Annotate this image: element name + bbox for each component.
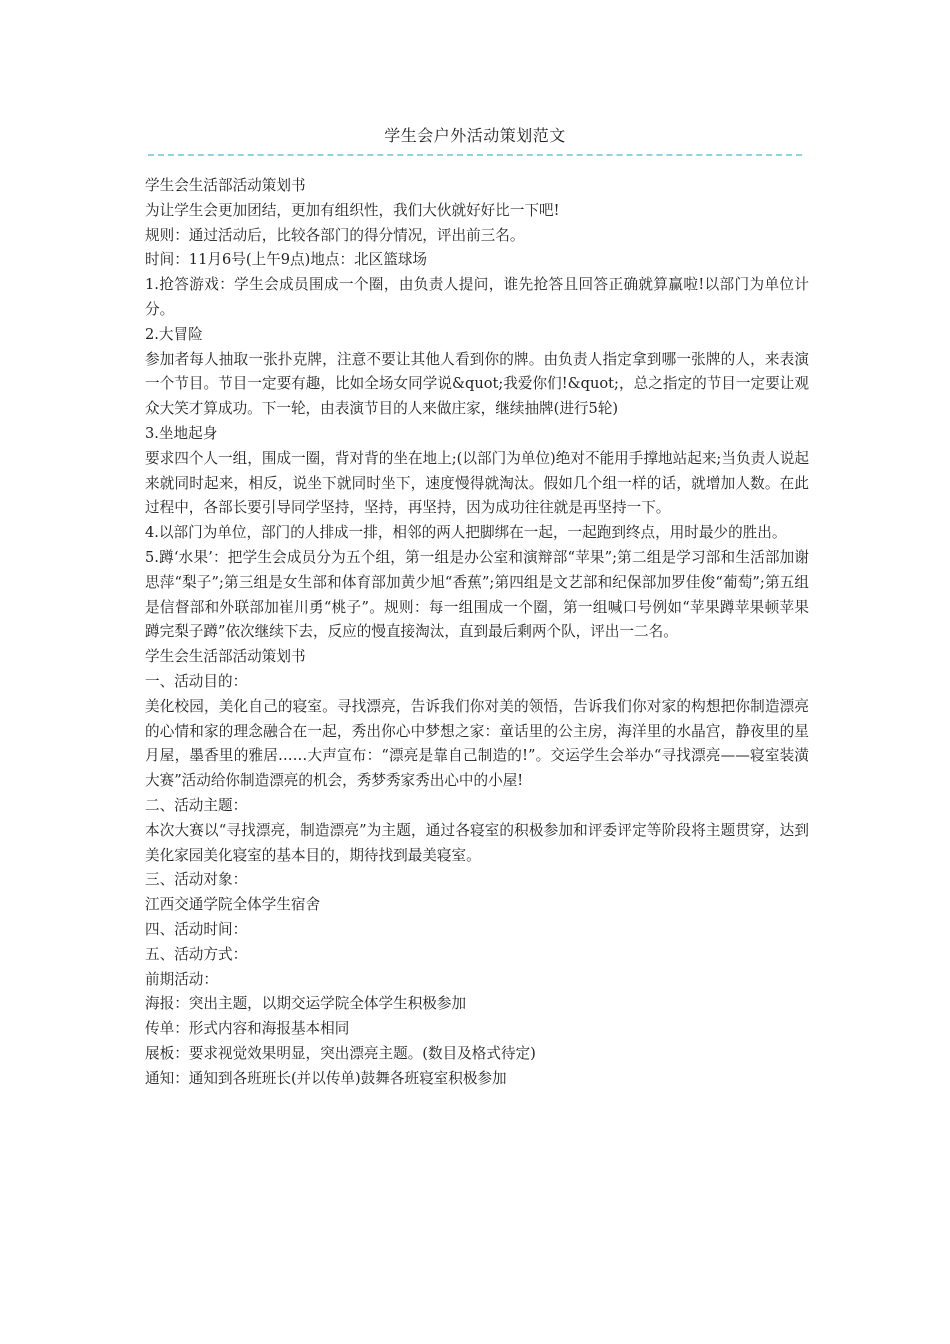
document-body xyxy=(145,174,809,1091)
paragraph: 3.坐地起身 xyxy=(145,424,218,442)
paragraph: 通知：通知到各班班长(并以传单)鼓舞各班寝室积极参加 xyxy=(145,1069,507,1087)
title-divider xyxy=(148,154,802,156)
paragraph: 学生会生活部活动策划书 xyxy=(145,648,306,666)
paragraph: 展板：要求视觉效果明显，突出漂亮主题。(数目及格式待定) xyxy=(145,1044,536,1062)
paragraph: 为让学生会更加团结，更加有组织性，我们大伙就好好比一下吧! xyxy=(145,201,560,219)
paragraph: 四、活动时间： xyxy=(145,920,248,938)
paragraph: 5.蹲‘水果’：把学生会成员分为五个组，第一组是办公室和演辩部“苹果”;第二组是学习部和生活部加谢思萍“梨子”;第三组是女生部和体育部加黄少旭“香蕉”;第四组是文艺部和纪保部加罗佳俊“葡萄”;第五组是信督部和外联部加崔川勇“桃子”。规则：每一组围成一个圈，第一组喊口号例如“苹果蹲苹果顿苹果蹲完梨子蹲”依次继续下去，反应的慢直接淘汰，直到最后剩两个队，评出一二名。 xyxy=(145,548,809,641)
paragraph: 江西交通学院全体学生宿舍 xyxy=(145,896,321,914)
paragraph: 三、活动对象： xyxy=(145,871,248,889)
paragraph: 五、活动方式： xyxy=(145,945,248,963)
paragraph: 2.大冒险 xyxy=(145,325,203,343)
paragraph: 一、活动目的： xyxy=(145,672,248,690)
paragraph: 学生会生活部活动策划书 xyxy=(145,177,306,194)
paragraph: 传单：形式内容和海报基本相同 xyxy=(145,1020,350,1038)
paragraph: 4.以部门为单位，部门的人排成一排，相邻的两人把脚绑在一起，一起跑到终点，用时最少的胜出。 xyxy=(145,524,787,542)
paragraph: 时间：11月6号(上午9点)地点：北区篮球场 xyxy=(145,251,428,269)
paragraph: 二、活动主题： xyxy=(145,796,248,814)
paragraph: 1.抢答游戏：学生会成员围成一个圈，由负责人提问，谁先抢答且回答正确就算赢啦!以部门为单位计分。 xyxy=(145,276,809,318)
paragraph: 前期活动： xyxy=(145,970,218,988)
paragraph: 本次大赛以“寻找漂亮，制造漂亮”为主题，通过各寝室的积极参加和评委评定等阶段将主题贯穿，达到美化家园美化寝室的基本目的，期待找到最美寝室。 xyxy=(145,821,809,864)
paragraph: 要求四个人一组，围成一圈，背对背的坐在地上;(以部门为单位)绝对不能用手撑地站起来;当负责人说起来就同时起来，相反，说坐下就同时坐下，速度慢得就淘汰。假如几个组一样的话，就增加人数。在此过程中，各部长要引导同学坚持，坚持，再坚持，因为成功往往就是再坚持一下。 xyxy=(145,449,809,517)
paragraph: 参加者每人抽取一张扑克牌，注意不要让其他人看到你的牌。由负责人指定拿到哪一张牌的人，来表演一个节目。节目一定要有趣，比如全场女同学说&quot;我爱你们!&quot;，总之指定的节目一定要让观众大笑才算成功。下一轮，由表演节目的人来做庄家，继续抽牌(进行5轮) xyxy=(145,350,809,418)
paragraph: 美化校园，美化自己的寝室。寻找漂亮，告诉我们你对美的领悟，告诉我们你对家的构想把你制造漂亮的心情和家的理念融合在一起，秀出你心中梦想之家：童话里的公主房，海洋里的水晶宫，静夜里的星月屋，墨香里的雅居……大声宣布：“漂亮是靠自己制造的!”。交运学生会举办“寻找漂亮——寝室装潢大赛”活动给你制造漂亮的机会，秀梦秀家秀出心中的小屋! xyxy=(145,697,809,790)
paragraph: 规则：通过活动后，比较各部门的得分情况，评出前三名。 xyxy=(145,226,525,244)
document-title: 学生会户外活动策划范文 xyxy=(384,126,566,145)
paragraph: 海报：突出主题，以期交运学院全体学生积极参加 xyxy=(145,995,467,1013)
